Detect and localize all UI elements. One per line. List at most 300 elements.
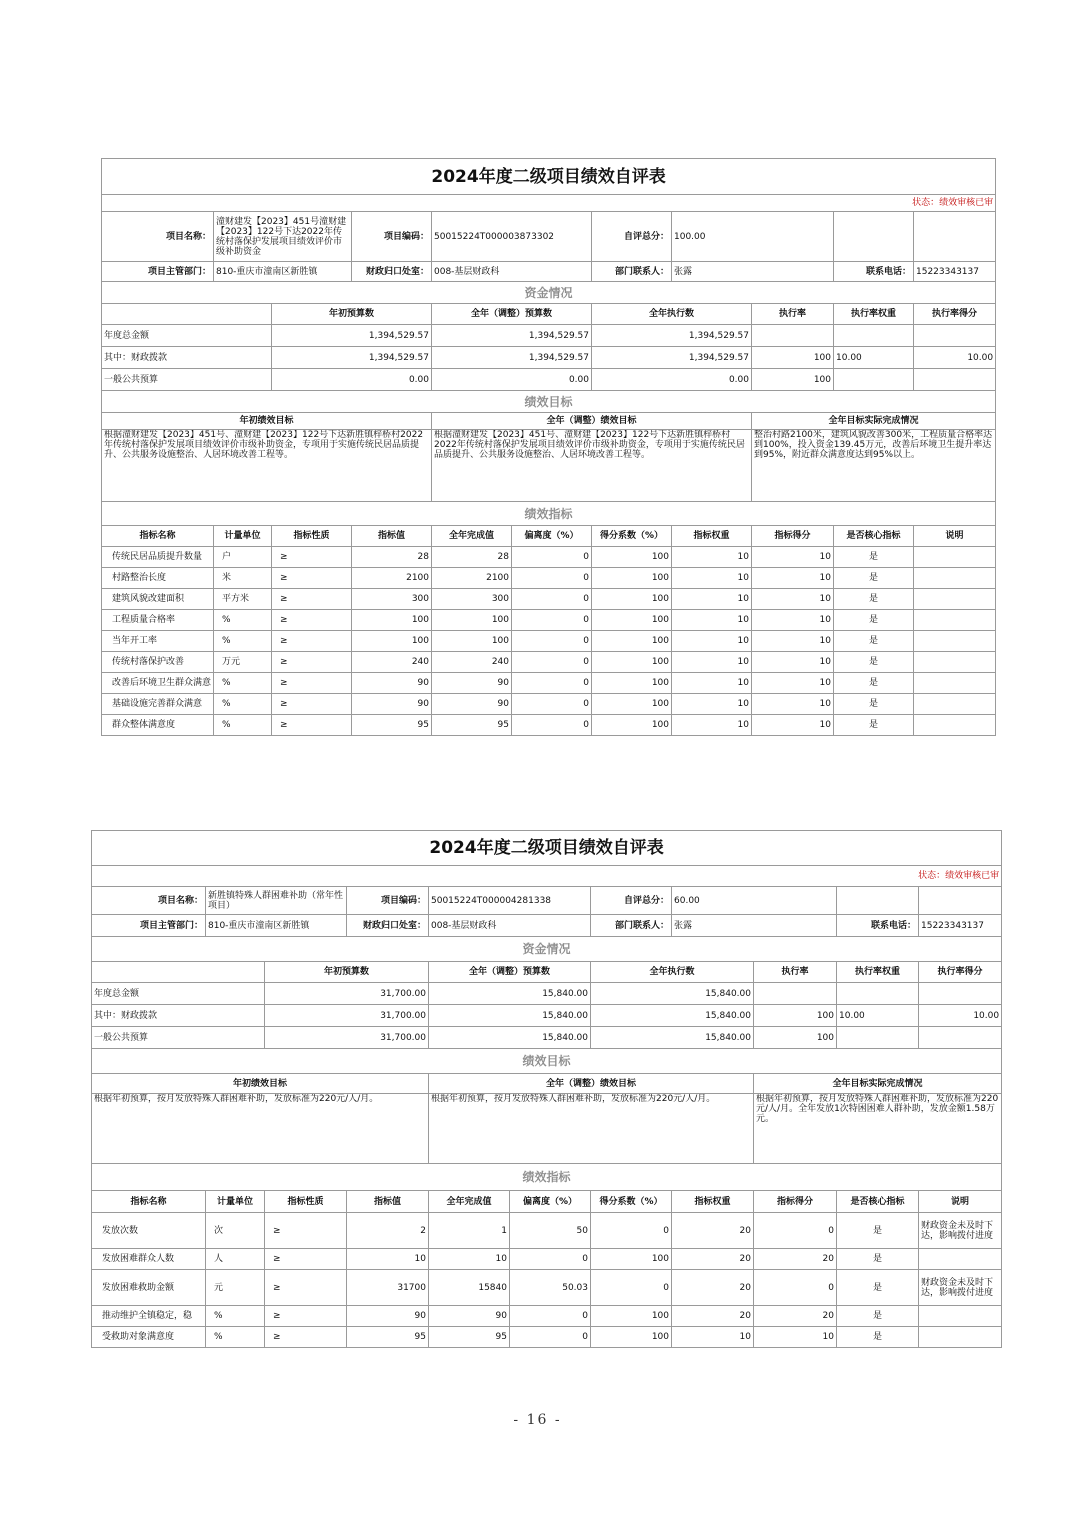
funds-header: 年初预算数 xyxy=(265,962,429,983)
indicator-row xyxy=(102,631,996,652)
funds-header: 全年（调整）预算数 xyxy=(432,304,592,325)
indicator-cell: 人 xyxy=(206,1249,265,1270)
indicator-header: 得分系数（%） xyxy=(592,526,672,547)
indicator-cell: % xyxy=(214,694,272,715)
indicator-cell: 100 xyxy=(591,1249,672,1270)
indicator-cell: ≥ xyxy=(265,1306,347,1327)
indicator-cell: 是 xyxy=(834,652,914,673)
contact-value: 张露 xyxy=(672,915,837,937)
indicator-cell: 是 xyxy=(834,610,914,631)
indicator-cell: 100 xyxy=(592,715,672,736)
blank-cell xyxy=(92,962,265,983)
indicator-name: 发放次数 xyxy=(92,1213,206,1249)
indicator-cell: 是 xyxy=(834,589,914,610)
score-label: 自评总分： xyxy=(591,887,672,915)
indicator-name: 改善后环境卫生群众满意 xyxy=(102,673,214,694)
indicator-cell: 10 xyxy=(754,1327,837,1348)
indicator-cell: 是 xyxy=(834,631,914,652)
blank-cell xyxy=(834,212,914,262)
indicator-cell: 是 xyxy=(837,1306,919,1327)
indicator-row xyxy=(102,652,996,673)
indicator-row xyxy=(102,715,996,736)
indicator-cell: 是 xyxy=(837,1249,919,1270)
funds-cell: 15,840.00 xyxy=(591,983,754,1005)
funds-row-label: 一般公共预算 xyxy=(102,369,272,391)
funds-cell: 1,394,529.57 xyxy=(432,325,592,347)
indicator-header: 计量单位 xyxy=(206,1191,265,1213)
goal-header: 全年（调整）绩效目标 xyxy=(429,1074,754,1094)
funds-cell: 15,840.00 xyxy=(429,1005,591,1027)
indicator-cell xyxy=(919,1306,1002,1327)
funds-cell: 31,700.00 xyxy=(265,1027,429,1049)
indicator-header: 指标名称 xyxy=(102,526,214,547)
indicator-cell: 28 xyxy=(432,547,512,568)
funds-cell: 100 xyxy=(752,369,834,391)
goal-header: 年初绩效目标 xyxy=(102,413,432,430)
goal-header: 全年（调整）绩效目标 xyxy=(432,413,752,430)
goal-header: 全年目标实际完成情况 xyxy=(752,413,996,430)
indicator-cell: 28 xyxy=(352,547,432,568)
indicator-cell: 100 xyxy=(591,1327,672,1348)
indicator-cell xyxy=(919,1327,1002,1348)
indicator-cell: 100 xyxy=(592,631,672,652)
indicator-header: 指标得分 xyxy=(754,1191,837,1213)
indicator-cell: 100 xyxy=(352,631,432,652)
indicator-cell: 是 xyxy=(834,547,914,568)
indicator-cell: 300 xyxy=(352,589,432,610)
indicator-header: 计量单位 xyxy=(214,526,272,547)
indicator-cell: 10 xyxy=(672,673,752,694)
indicator-cell: 20 xyxy=(672,1306,754,1327)
contact-value: 张露 xyxy=(672,262,834,282)
funds-cell xyxy=(919,983,1002,1005)
indicator-cell: 20 xyxy=(672,1213,754,1249)
indicator-header: 指标值 xyxy=(347,1191,429,1213)
indicator-cell: ≥ xyxy=(272,589,352,610)
indicator-cell: 90 xyxy=(347,1306,429,1327)
indicator-cell: 10 xyxy=(672,631,752,652)
indicator-rows-2 xyxy=(92,1213,1002,1348)
indicator-cell: 10 xyxy=(672,694,752,715)
indicator-cell: 10 xyxy=(752,589,834,610)
indicator-cell: 240 xyxy=(352,652,432,673)
funds-cell xyxy=(834,369,914,391)
indicator-cell: 是 xyxy=(837,1213,919,1249)
funds-row-label: 一般公共预算 xyxy=(92,1027,265,1049)
indicator-row xyxy=(92,1213,1002,1249)
indicator-cell xyxy=(914,589,996,610)
indicator-cell: 是 xyxy=(837,1327,919,1348)
funds-cell: 31,700.00 xyxy=(265,983,429,1005)
indicator-cell: 10 xyxy=(752,631,834,652)
score-label: 自评总分： xyxy=(592,212,672,262)
funds-cell: 1,394,529.57 xyxy=(272,325,432,347)
indicator-header: 指标权重 xyxy=(672,1191,754,1213)
funds-cell: 1,394,529.57 xyxy=(432,347,592,369)
indicator-cell: 万元 xyxy=(214,652,272,673)
indicator-header: 偏离度（%） xyxy=(510,1191,591,1213)
funds-header: 全年执行数 xyxy=(592,304,752,325)
indicator-cell: 100 xyxy=(592,568,672,589)
indicator-name: 推动维护全镇稳定，稳 xyxy=(92,1306,206,1327)
indicator-cell: 10 xyxy=(672,715,752,736)
indicator-cell: ≥ xyxy=(272,673,352,694)
indicator-cell: ≥ xyxy=(272,631,352,652)
indicator-cell: 2 xyxy=(347,1213,429,1249)
phone-label: 联系电话： xyxy=(837,915,919,937)
indicator-cell: 10 xyxy=(429,1249,510,1270)
status-label: 状态：绩效审核已审 xyxy=(92,866,1002,887)
funds-cell: 10.00 xyxy=(919,1005,1002,1027)
funds-row-label: 年度总金额 xyxy=(92,983,265,1005)
evaluation-table-2 xyxy=(91,830,1002,1348)
funds-header: 全年（调整）预算数 xyxy=(429,962,591,983)
indicator-cell: 300 xyxy=(432,589,512,610)
funds-header: 全年执行数 xyxy=(591,962,754,983)
section-goals-title: 绩效目标 xyxy=(102,391,996,413)
section-indicators-title: 绩效指标 xyxy=(102,502,996,526)
indicator-cell: ≥ xyxy=(272,715,352,736)
indicator-header: 得分系数（%） xyxy=(591,1191,672,1213)
phone-value: 15223343137 xyxy=(914,262,996,282)
funds-header: 执行率 xyxy=(754,962,837,983)
indicator-cell: 0 xyxy=(510,1306,591,1327)
indicator-cell: 10 xyxy=(752,694,834,715)
indicator-cell: 20 xyxy=(672,1270,754,1306)
indicator-cell: 0 xyxy=(512,547,592,568)
indicator-row xyxy=(102,673,996,694)
project-code: 50015224T000004281338 xyxy=(429,887,591,915)
indicator-cell: 10 xyxy=(752,715,834,736)
indicator-cell xyxy=(914,673,996,694)
funds-cell: 10.00 xyxy=(837,1005,919,1027)
score-value: 100.00 xyxy=(672,212,834,262)
contact-label: 部门联系人： xyxy=(591,915,672,937)
indicator-cell: 10 xyxy=(752,568,834,589)
indicator-cell: 10 xyxy=(347,1249,429,1270)
funds-row-label: 其中：财政拨款 xyxy=(92,1005,265,1027)
project-name-label: 项目名称： xyxy=(92,887,206,915)
office-label: 财政归口处室： xyxy=(352,262,432,282)
indicator-cell: ≥ xyxy=(265,1213,347,1249)
funds-header: 执行率权重 xyxy=(837,962,919,983)
indicator-cell: 10 xyxy=(672,589,752,610)
funds-cell xyxy=(914,369,996,391)
indicator-cell: 0 xyxy=(591,1270,672,1306)
indicator-cell: 0 xyxy=(512,652,592,673)
phone-value: 15223343137 xyxy=(919,915,1002,937)
funds-cell: 1,394,529.57 xyxy=(272,347,432,369)
indicator-header: 说明 xyxy=(914,526,996,547)
blank-cell xyxy=(102,304,272,325)
funds-header: 执行率 xyxy=(752,304,834,325)
indicator-row xyxy=(102,610,996,631)
indicator-cell: 10 xyxy=(672,1327,754,1348)
section-funds-title: 资金情况 xyxy=(92,937,1002,962)
indicator-cell: ≥ xyxy=(272,652,352,673)
table-title: 2024年度二级项目绩效自评表 xyxy=(102,159,996,195)
indicator-cell: 100 xyxy=(352,610,432,631)
funds-cell: 100 xyxy=(752,347,834,369)
indicator-cell: 10 xyxy=(752,673,834,694)
dept-label: 项目主管部门： xyxy=(92,915,206,937)
indicator-cell: 是 xyxy=(834,715,914,736)
goal-text: 根据潼财建发【2023】451号、潼财建【2023】122号下达新胜镇梓桥村2022年传统村落保护发展项目绩效评价市级补助资金，专项用于实施传统民居品质提升、公共服务设施整治、人居环境改善工程等。 xyxy=(102,430,432,502)
project-name: 新胜镇特殊人群困难补助（常年性项目） xyxy=(206,887,347,915)
score-value: 60.00 xyxy=(672,887,837,915)
funds-cell: 10.00 xyxy=(914,347,996,369)
goal-text: 根据潼财建发【2023】451号、潼财建【2023】122号下达新胜镇梓桥村2022年传统村落保护发展项目绩效评价市级补助资金，专项用于实施传统民居品质提升、公共服务设施整治、人居环境改善工程等。 xyxy=(432,430,752,502)
indicator-cell xyxy=(914,694,996,715)
indicator-cell: 10 xyxy=(752,610,834,631)
section-funds-title: 资金情况 xyxy=(102,282,996,304)
project-name-label: 项目名称： xyxy=(102,212,214,262)
indicator-cell: 户 xyxy=(214,547,272,568)
funds-cell: 15,840.00 xyxy=(591,1027,754,1049)
indicator-header: 指标性质 xyxy=(265,1191,347,1213)
indicator-name: 建筑风貌改建面积 xyxy=(102,589,214,610)
indicator-rows-1 xyxy=(102,547,996,736)
indicator-cell: 95 xyxy=(347,1327,429,1348)
goal-text: 根据年初预算，按月发放特殊人群困难补助，发放标准为220元/人/月。 xyxy=(92,1094,429,1164)
indicator-cell: 0 xyxy=(512,673,592,694)
project-code: 50015224T000003873302 xyxy=(432,212,592,262)
goal-header: 年初绩效目标 xyxy=(92,1074,429,1094)
indicator-cell: 2100 xyxy=(432,568,512,589)
indicator-cell: % xyxy=(214,715,272,736)
funds-cell xyxy=(752,325,834,347)
indicator-name: 当年开工率 xyxy=(102,631,214,652)
indicator-cell: 100 xyxy=(592,652,672,673)
indicator-cell: 0 xyxy=(512,589,592,610)
indicator-cell: 平方米 xyxy=(214,589,272,610)
contact-label: 部门联系人： xyxy=(592,262,672,282)
funds-cell: 15,840.00 xyxy=(429,983,591,1005)
project-code-label: 项目编码： xyxy=(347,887,429,915)
indicator-header-row xyxy=(102,526,996,547)
indicator-name: 受救助对象满意度 xyxy=(92,1327,206,1348)
indicator-cell: 是 xyxy=(834,673,914,694)
indicator-name: 发放困难群众人数 xyxy=(92,1249,206,1270)
indicator-row xyxy=(102,694,996,715)
funds-cell: 1,394,529.57 xyxy=(592,325,752,347)
indicator-cell: 10 xyxy=(672,568,752,589)
indicator-cell xyxy=(914,610,996,631)
indicator-cell: 15840 xyxy=(429,1270,510,1306)
blank-cell xyxy=(914,212,996,262)
indicator-cell: 米 xyxy=(214,568,272,589)
funds-cell: 15,840.00 xyxy=(591,1005,754,1027)
indicator-cell: 31700 xyxy=(347,1270,429,1306)
office-value: 008-基层财政科 xyxy=(432,262,592,282)
office-label: 财政归口处室： xyxy=(347,915,429,937)
indicator-cell: 100 xyxy=(591,1306,672,1327)
indicator-cell: 次 xyxy=(206,1213,265,1249)
indicator-cell: 100 xyxy=(592,547,672,568)
funds-cell xyxy=(914,325,996,347)
funds-cell xyxy=(754,983,837,1005)
indicator-cell: 50 xyxy=(510,1213,591,1249)
goal-header: 全年目标实际完成情况 xyxy=(754,1074,1002,1094)
funds-row xyxy=(92,983,1002,1005)
indicator-cell: 10 xyxy=(752,547,834,568)
funds-cell xyxy=(919,1027,1002,1049)
indicator-header: 指标名称 xyxy=(92,1191,206,1213)
indicator-name: 群众整体满意度 xyxy=(102,715,214,736)
indicator-header: 指标性质 xyxy=(272,526,352,547)
indicator-cell: 95 xyxy=(432,715,512,736)
indicator-row xyxy=(102,568,996,589)
indicator-cell: 0 xyxy=(512,610,592,631)
indicator-cell xyxy=(914,652,996,673)
indicator-cell: 100 xyxy=(592,694,672,715)
indicator-cell: 0 xyxy=(512,715,592,736)
section-goals-title: 绩效目标 xyxy=(92,1049,1002,1074)
indicator-cell: ≥ xyxy=(272,610,352,631)
indicator-cell: 10 xyxy=(672,547,752,568)
goal-text: 根据年初预算，按月发放特殊人群困难补助，发放标准为220元/人/月。全年发放1次特困困难人群补助，发放金额1.58万元。 xyxy=(754,1094,1002,1164)
funds-cell: 0.00 xyxy=(432,369,592,391)
indicator-cell: 100 xyxy=(432,610,512,631)
indicator-header: 是否核心指标 xyxy=(837,1191,919,1213)
funds-row xyxy=(102,369,996,391)
indicator-cell: 0 xyxy=(512,694,592,715)
funds-header: 年初预算数 xyxy=(272,304,432,325)
indicator-row xyxy=(102,589,996,610)
funds-cell: 1,394,529.57 xyxy=(592,347,752,369)
dept-label: 项目主管部门： xyxy=(102,262,214,282)
indicator-cell: ≥ xyxy=(265,1249,347,1270)
indicator-header: 是否核心指标 xyxy=(834,526,914,547)
indicator-cell: 1 xyxy=(429,1213,510,1249)
indicator-cell: % xyxy=(214,610,272,631)
indicator-cell: 0 xyxy=(754,1270,837,1306)
indicator-cell: 10 xyxy=(752,652,834,673)
indicator-cell: 90 xyxy=(432,694,512,715)
phone-label: 联系电话： xyxy=(834,262,914,282)
indicator-name: 基础设施完善群众满意 xyxy=(102,694,214,715)
indicator-cell: 50.03 xyxy=(510,1270,591,1306)
indicator-cell xyxy=(914,631,996,652)
table-title: 2024年度二级项目绩效自评表 xyxy=(92,831,1002,866)
indicator-cell: 20 xyxy=(754,1306,837,1327)
funds-header: 执行率得分 xyxy=(914,304,996,325)
indicator-header: 全年完成值 xyxy=(432,526,512,547)
indicator-row xyxy=(92,1270,1002,1306)
indicator-cell xyxy=(914,547,996,568)
indicator-cell: 20 xyxy=(672,1249,754,1270)
indicator-row xyxy=(102,547,996,568)
indicator-cell: 是 xyxy=(837,1270,919,1306)
indicator-cell: % xyxy=(206,1306,265,1327)
funds-cell: 0.00 xyxy=(272,369,432,391)
funds-cell xyxy=(834,325,914,347)
blank-cell xyxy=(837,887,919,915)
dept-value: 810-重庆市潼南区新胜镇 xyxy=(206,915,347,937)
goal-text: 根据年初预算，按月发放特殊人群困难补助，发放标准为220元/人/月。 xyxy=(429,1094,754,1164)
indicator-row xyxy=(92,1249,1002,1270)
funds-cell: 0.00 xyxy=(592,369,752,391)
funds-cell: 31,700.00 xyxy=(265,1005,429,1027)
indicator-cell: 0 xyxy=(510,1327,591,1348)
indicator-cell: 90 xyxy=(432,673,512,694)
funds-cell: 10.00 xyxy=(834,347,914,369)
indicator-cell: 0 xyxy=(591,1213,672,1249)
indicator-cell: 90 xyxy=(429,1306,510,1327)
indicator-cell: 10 xyxy=(672,652,752,673)
indicator-name: 发放困难救助金额 xyxy=(92,1270,206,1306)
indicator-cell: 财政资金未及时下达，影响拨付进度 xyxy=(919,1270,1002,1306)
indicator-cell: 0 xyxy=(510,1249,591,1270)
indicator-header-row xyxy=(92,1191,1002,1213)
funds-row xyxy=(92,1005,1002,1027)
indicator-row xyxy=(92,1327,1002,1348)
indicator-name: 工程质量合格率 xyxy=(102,610,214,631)
indicator-cell: ≥ xyxy=(265,1327,347,1348)
indicator-cell: 是 xyxy=(834,568,914,589)
indicator-header: 指标得分 xyxy=(752,526,834,547)
funds-cell xyxy=(837,1027,919,1049)
project-name: 潼财建发【2023】451号潼财建【2023】122号下达2022年传统村落保护发展项目绩效评价市级补助资金 xyxy=(214,212,352,262)
indicator-cell: 0 xyxy=(754,1213,837,1249)
funds-cell xyxy=(837,983,919,1005)
indicator-cell xyxy=(914,568,996,589)
funds-row xyxy=(92,1027,1002,1049)
funds-header: 执行率权重 xyxy=(834,304,914,325)
indicator-cell: 10 xyxy=(672,610,752,631)
indicator-cell: 财政资金未及时下达，影响拨付进度 xyxy=(919,1213,1002,1249)
indicator-cell: 100 xyxy=(592,673,672,694)
funds-cell: 100 xyxy=(754,1005,837,1027)
funds-row xyxy=(102,347,996,369)
indicator-cell: 95 xyxy=(352,715,432,736)
project-code-label: 项目编码： xyxy=(352,212,432,262)
page-number: - 16 - xyxy=(513,1412,562,1428)
indicator-row xyxy=(92,1306,1002,1327)
indicator-cell: 100 xyxy=(592,610,672,631)
indicator-header: 全年完成值 xyxy=(429,1191,510,1213)
indicator-header: 指标值 xyxy=(352,526,432,547)
indicator-cell: % xyxy=(214,673,272,694)
indicator-cell: 20 xyxy=(754,1249,837,1270)
indicator-cell: 90 xyxy=(352,673,432,694)
indicator-cell: 240 xyxy=(432,652,512,673)
office-value: 008-基层财政科 xyxy=(429,915,591,937)
status-label: 状态：绩效审核已审 xyxy=(102,195,996,212)
indicator-cell: ≥ xyxy=(272,547,352,568)
indicator-cell: 95 xyxy=(429,1327,510,1348)
goal-text: 整治村路2100米，建筑风貌改善300米，工程质量合格率达到100%，投入资金139.45万元，改善后环境卫生提升率达到95%，附近群众满意度达到95%以上。 xyxy=(752,430,996,502)
blank-cell xyxy=(919,887,1002,915)
indicator-cell: 90 xyxy=(352,694,432,715)
indicator-name: 村路整治长度 xyxy=(102,568,214,589)
indicator-cell: 100 xyxy=(592,589,672,610)
indicator-cell: ≥ xyxy=(272,568,352,589)
funds-header: 执行率得分 xyxy=(919,962,1002,983)
indicator-cell: 0 xyxy=(512,568,592,589)
indicator-cell xyxy=(914,715,996,736)
indicator-cell: 是 xyxy=(834,694,914,715)
indicator-name: 传统村落保护改善 xyxy=(102,652,214,673)
indicator-header: 说明 xyxy=(919,1191,1002,1213)
section-indicators-title: 绩效指标 xyxy=(92,1164,1002,1191)
indicator-cell: ≥ xyxy=(265,1270,347,1306)
indicator-cell: ≥ xyxy=(272,694,352,715)
indicator-name: 传统民居品质提升数量 xyxy=(102,547,214,568)
funds-cell: 100 xyxy=(754,1027,837,1049)
indicator-cell: 元 xyxy=(206,1270,265,1306)
indicator-cell: % xyxy=(214,631,272,652)
